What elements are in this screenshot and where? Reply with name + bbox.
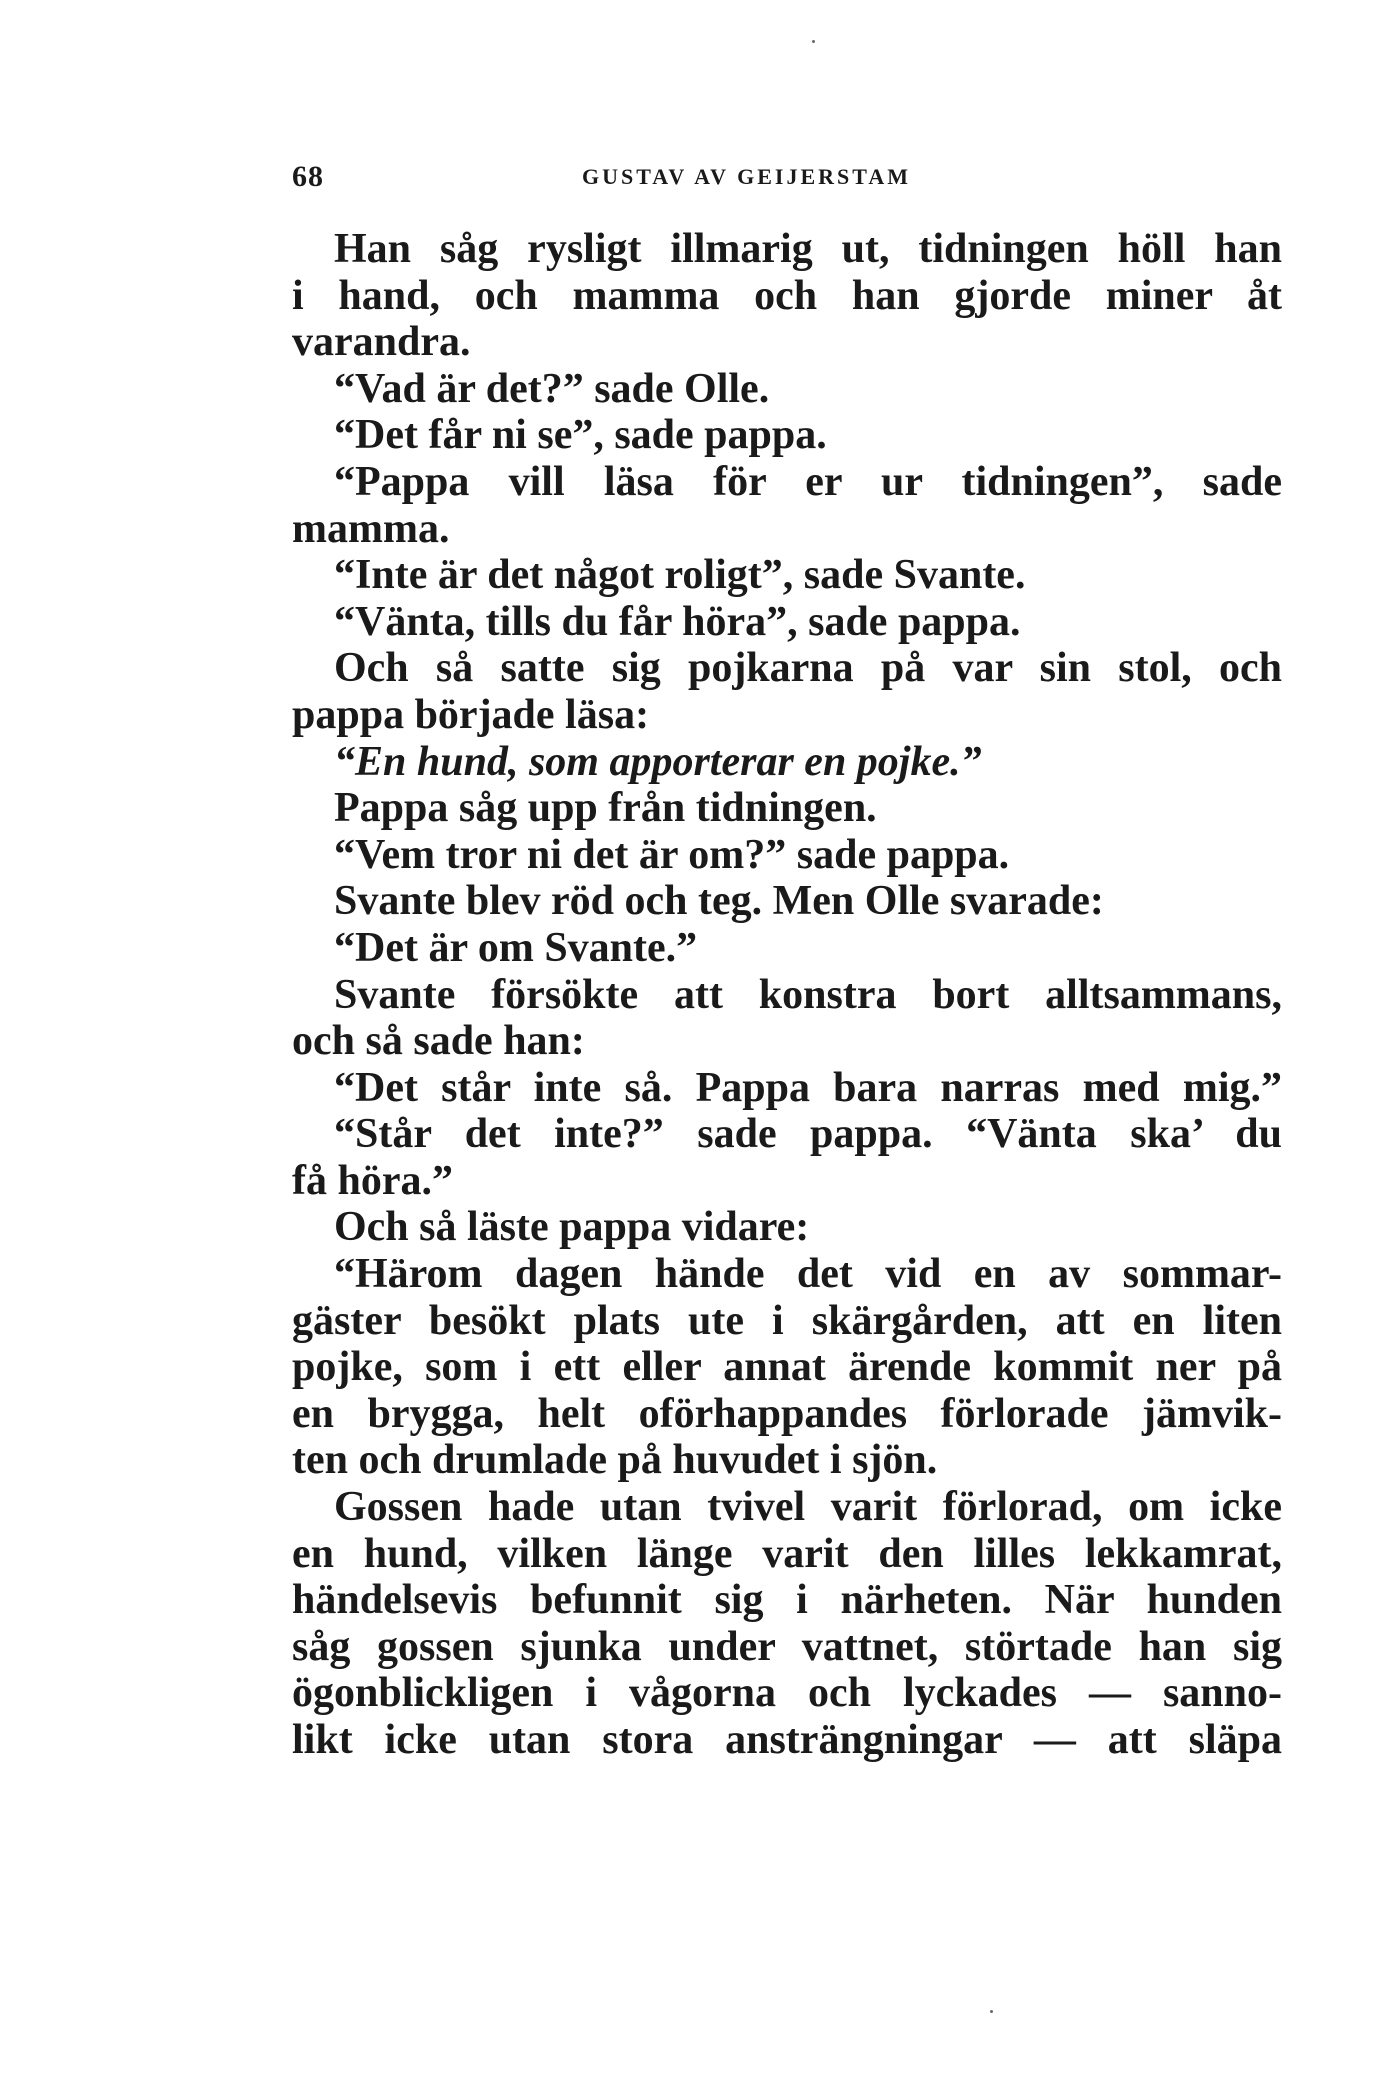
text-line: såg gossen sjunka under vattnet, störtade han sig: [292, 1623, 1282, 1670]
text-line: “Det får ni se”, sade pappa.: [334, 412, 827, 459]
text-line: en hund, vilken länge varit den lilles lekkamrat,: [292, 1530, 1282, 1577]
text-line: pojke, som i ett eller annat ärende kommit ner på: [292, 1344, 1282, 1391]
text-line: Gossen hade utan tvivel varit förlorad, om icke: [334, 1484, 1282, 1531]
text-line: “Vem tror ni det är om?” sade pappa.: [334, 831, 1010, 878]
body-text: [292, 226, 1282, 1764]
text-line: “Pappa vill läsa för er ur tidningen”, sade: [334, 458, 1282, 505]
text-line: händelsevis befunnit sig i närheten. När hunden: [292, 1577, 1282, 1624]
text-line: i hand, och mamma och han gjorde miner åt: [292, 272, 1282, 319]
scan-speck: [812, 40, 815, 43]
text-line: mamma.: [292, 505, 450, 552]
text-line: Och så satte sig pojkarna på var sin stol, och: [334, 645, 1282, 692]
text-line: “Vad är det?” sade Olle.: [334, 365, 770, 412]
text-line: “Härom dagen hände det vid en av sommar-: [334, 1251, 1282, 1298]
text-line: “Inte är det något roligt”, sade Svante.: [334, 552, 1026, 599]
text-line: Svante blev röd och teg. Men Olle svarade:: [334, 878, 1104, 925]
text-line: “Det står inte så. Pappa bara narras med mig.”: [334, 1064, 1282, 1111]
text-line: Svante försökte att konstra bort alltsammans,: [334, 971, 1282, 1018]
running-head: [292, 160, 1282, 200]
text-line: Och så läste pappa vidare:: [334, 1204, 810, 1251]
running-head-author: GUSTAV AV GEIJERSTAM: [582, 164, 911, 189]
text-line: en brygga, helt oförhappandes förlorade jämvik-: [292, 1390, 1282, 1437]
text-line-italic: “En hund, som apporterar en pojke.”: [334, 738, 982, 785]
text-line: och så sade han:: [292, 1018, 585, 1065]
text-line: ögonblickligen i vågorna och lyckades — sanno-: [292, 1670, 1282, 1717]
text-line: Han såg rysligt illmarig ut, tidningen höll han: [334, 226, 1282, 272]
text-line: ten och drumlade på huvudet i sjön.: [292, 1437, 938, 1484]
text-line: gäster besökt plats ute i skärgården, att en liten: [292, 1297, 1282, 1344]
text-line: “Står det inte?” sade pappa. “Vänta ska’ du: [334, 1111, 1282, 1158]
text-line: “Vänta, tills du får höra”, sade pappa.: [334, 598, 1021, 645]
text-line: varandra.: [292, 319, 471, 366]
text-line: få höra.”: [292, 1157, 453, 1204]
text-line: “Det är om Svante.”: [334, 924, 698, 971]
text-line: likt icke utan stora ansträngningar — att släpa: [292, 1717, 1282, 1763]
scan-speck: [990, 2010, 993, 2013]
page-number: 68: [292, 160, 324, 193]
text-line: pappa började läsa:: [292, 691, 650, 738]
text-line: Pappa såg upp från tidningen.: [334, 785, 877, 832]
